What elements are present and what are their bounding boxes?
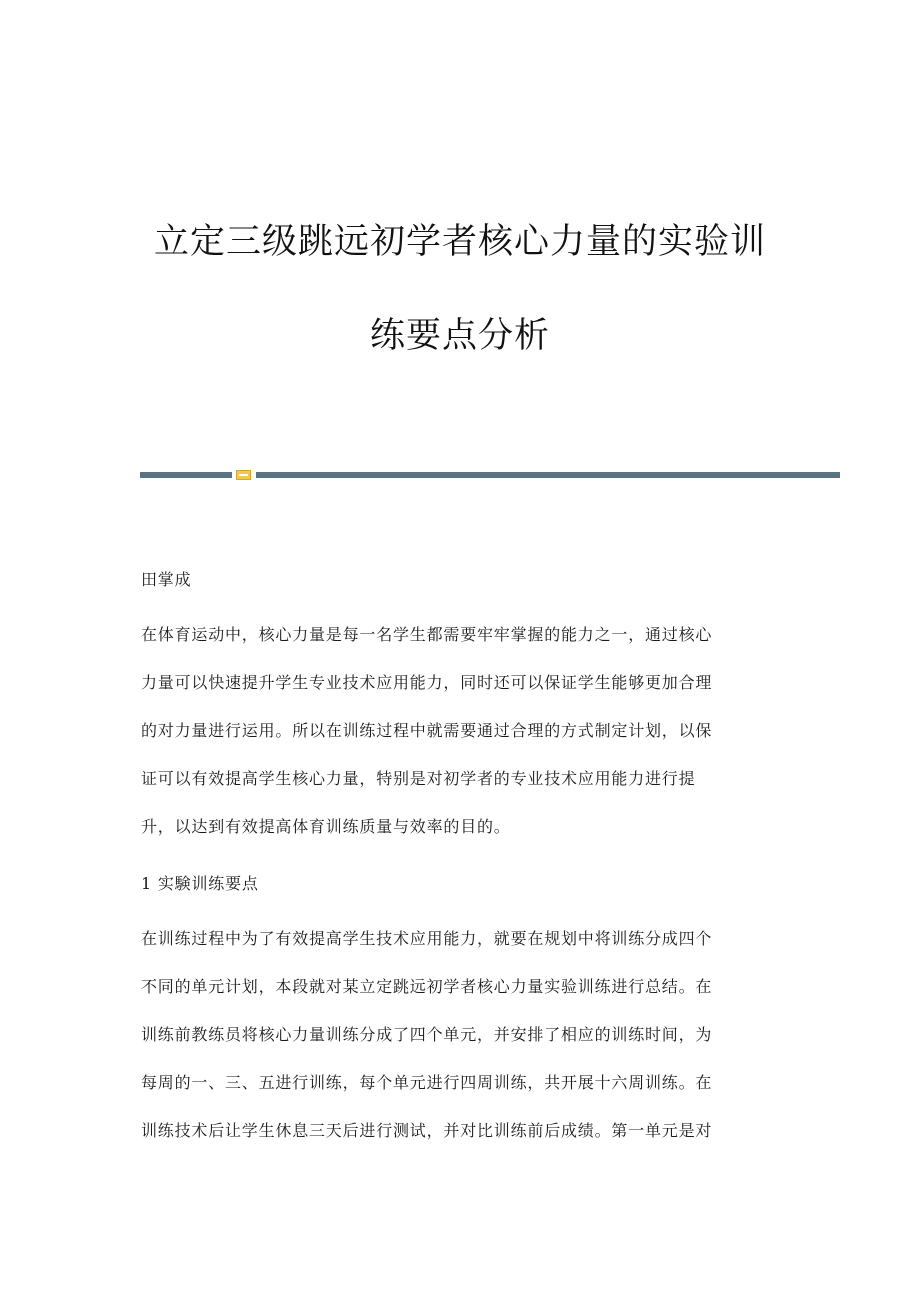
author-name: 田掌成 bbox=[141, 570, 192, 589]
intro-line: 在体育运动中，核心力量是每一名学生都需要牢牢掌握的能力之一，通过核心 bbox=[141, 625, 713, 644]
divider-bar-right bbox=[256, 472, 840, 478]
intro-line: 的对力量进行运用。所以在训练过程中就需要通过合理的方式制定计划，以保 bbox=[141, 721, 713, 740]
intro-line: 力量可以快速提升学生专业技术应用能力，同时还可以保证学生能够更加合理 bbox=[141, 673, 713, 692]
divider-ornament-icon bbox=[236, 470, 251, 480]
document-title-line-2: 练要点分析 bbox=[369, 316, 550, 356]
title-divider bbox=[140, 470, 840, 480]
document-title-line-1: 立定三级跳远初学者核心力量的实验训 bbox=[153, 222, 766, 262]
section-line: 训练技术后让学生休息三天后进行测试，并对比训练前后成绩。第一单元是对 bbox=[141, 1121, 713, 1140]
intro-line: 证可以有效提高学生核心力量，特别是对初学者的专业技术应用能力进行提 bbox=[141, 769, 696, 788]
section-heading: 1 实験训练要点 bbox=[141, 874, 259, 893]
divider-bar-left bbox=[140, 472, 232, 478]
section-line: 不同的单元计划，本段就对某立定跳远初学者核心力量实验训练进行总结。在 bbox=[141, 977, 713, 996]
section-line: 训练前教练员将核心力量训练分成了四个单元，并安排了相应的训练时间，为 bbox=[141, 1025, 713, 1044]
section-line: 每周的一、三、五进行训练，每个单元进行四周训练，共开展十六周训练。在 bbox=[141, 1073, 713, 1092]
intro-line: 升，以达到有效提高体育训练质量与效率的目的。 bbox=[141, 817, 511, 836]
section-line: 在训练过程中为了有效提高学生技术应用能力，就要在规划中将训练分成四个 bbox=[141, 929, 713, 948]
